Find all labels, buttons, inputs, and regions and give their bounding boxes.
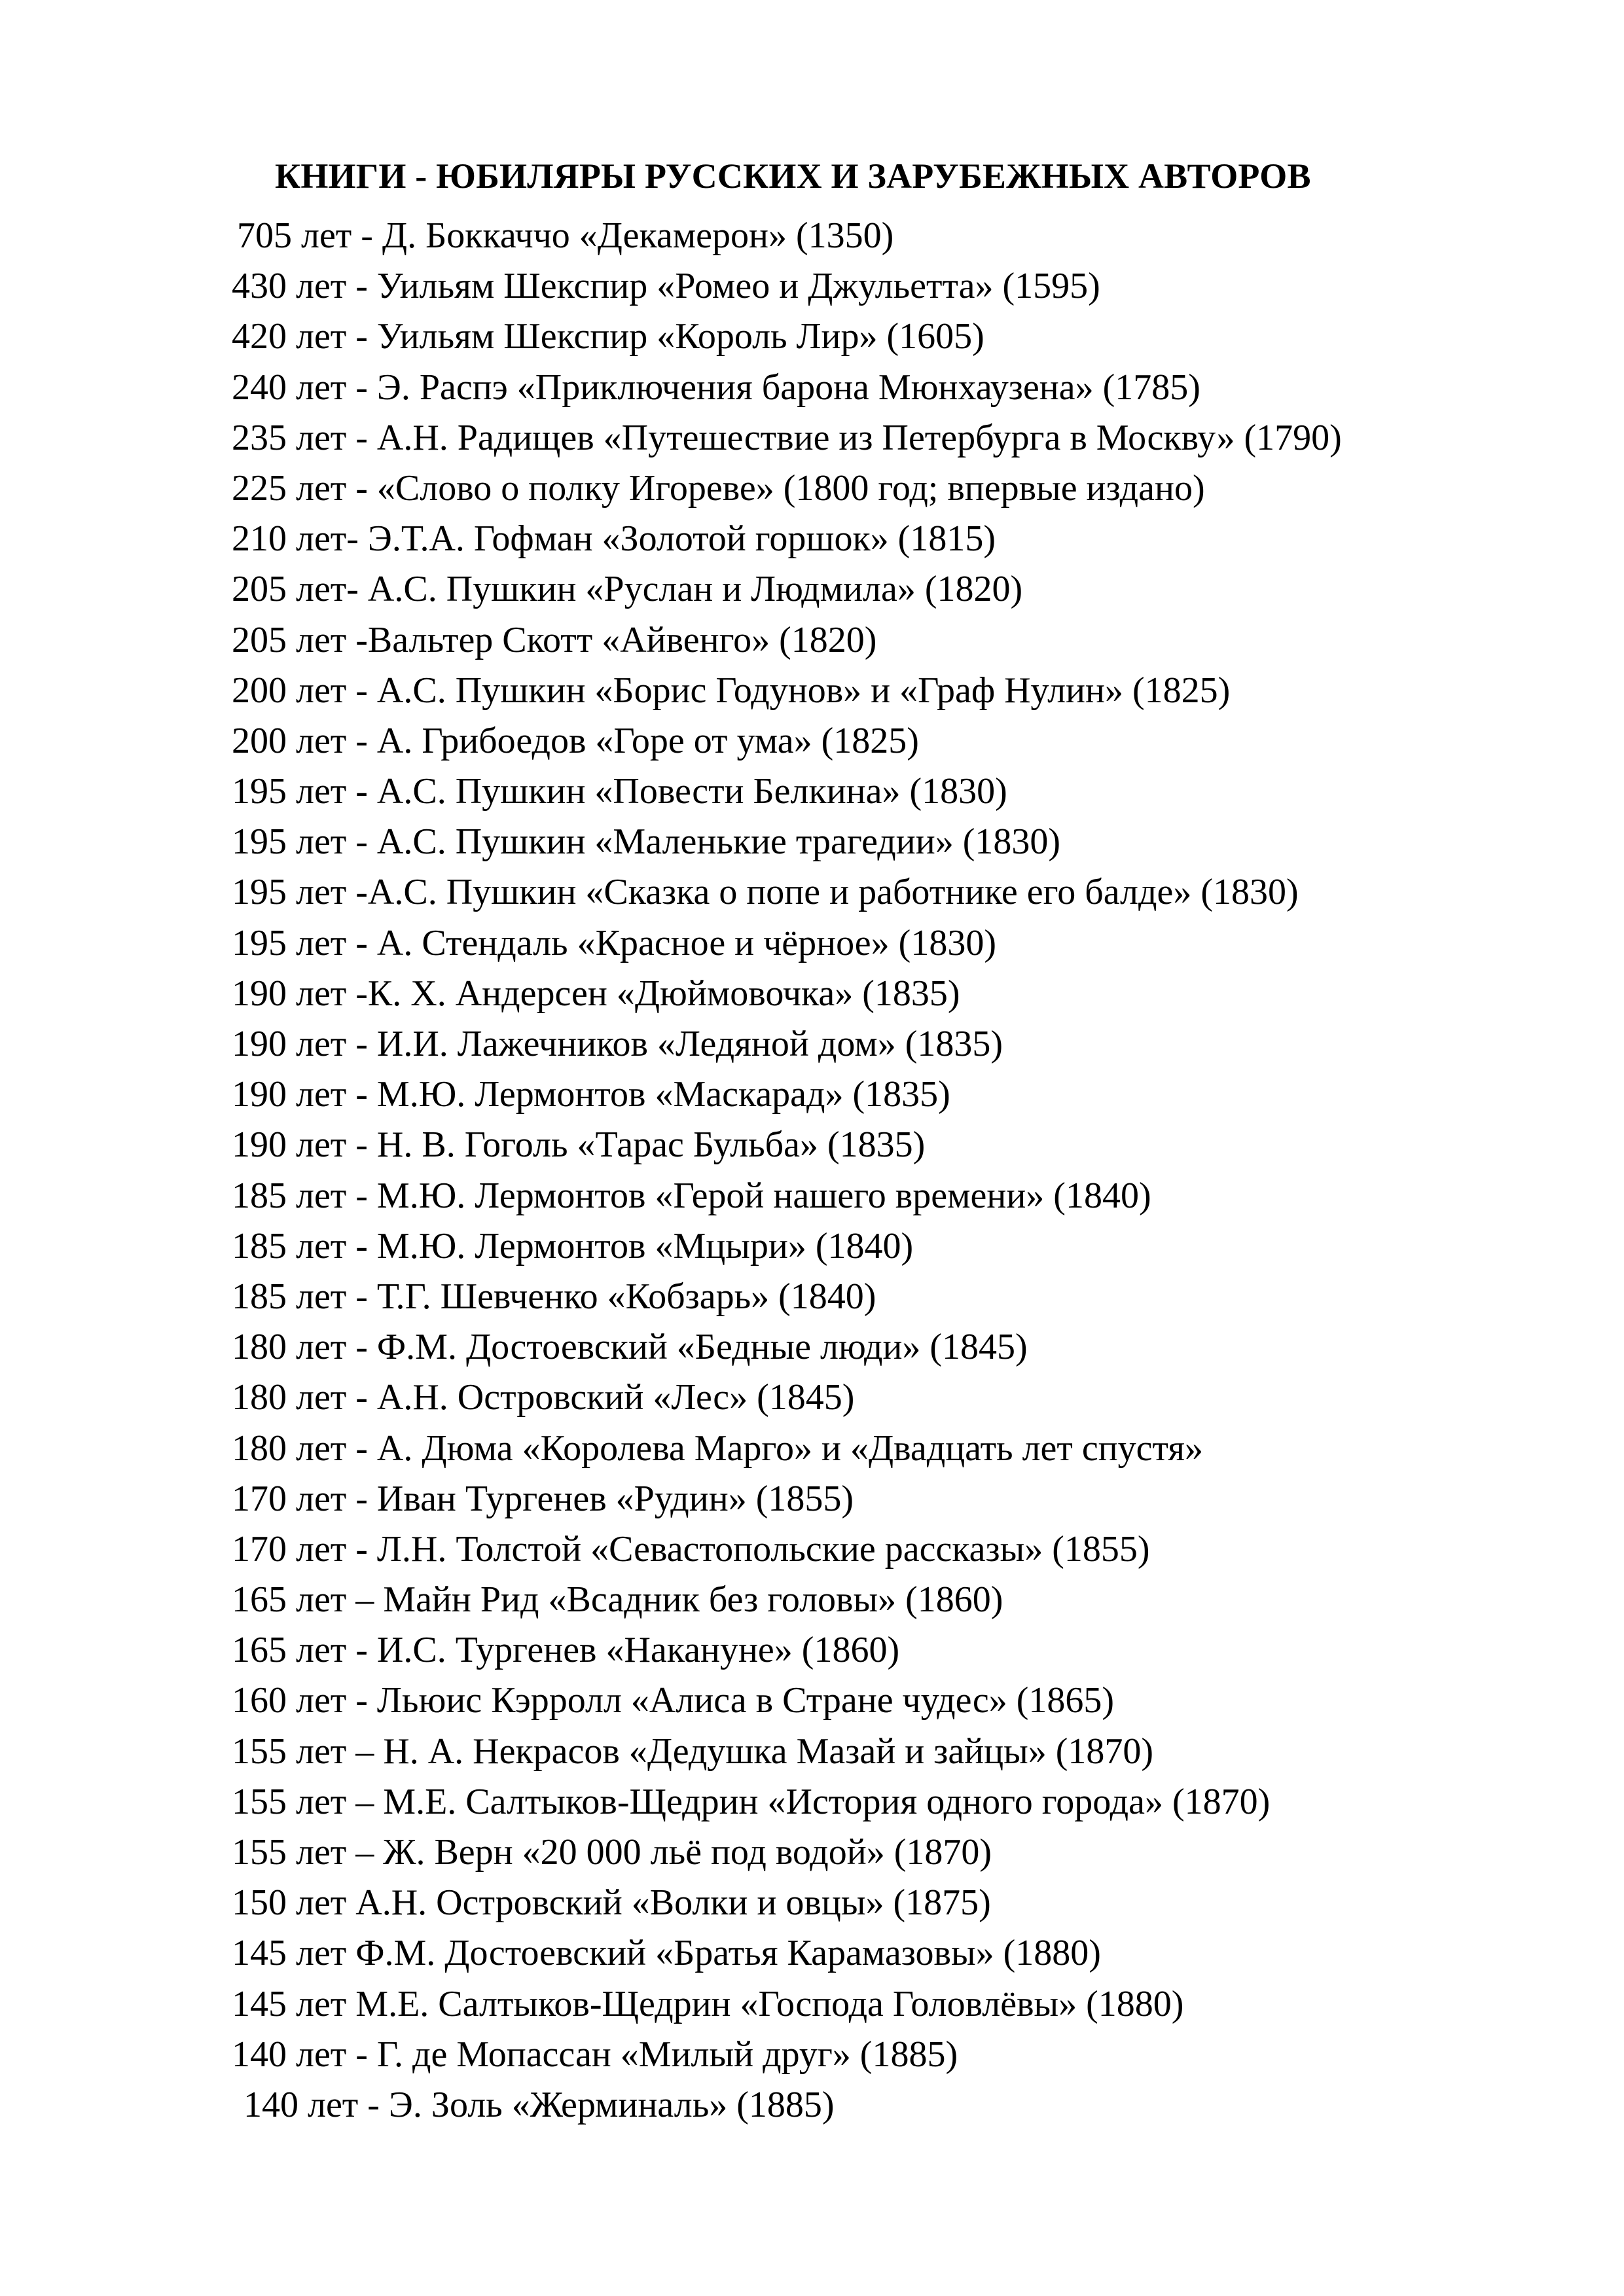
list-item: 190 лет - Н. В. Гоголь «Тарас Бульба» (1835) (232, 1124, 926, 1166)
list-item: 420 лет - Уильям Шекспир «Король Лир» (1605) (232, 316, 984, 357)
list-item: 180 лет - А.Н. Островский «Лес» (1845) (232, 1377, 855, 1418)
list-item: 165 лет - И.С. Тургенев «Накануне» (1860) (232, 1630, 900, 1671)
list-item: 235 лет - А.Н. Радищев «Путешествие из Петербурга в Москву» (1790) (232, 417, 1342, 458)
list-item: 185 лет - Т.Г. Шевченко «Кобзарь» (1840) (232, 1276, 876, 1317)
list-item: 140 лет - Э. Золь «Жерминаль» (1885) (244, 2084, 835, 2125)
list-item: 195 лет - А. Стендаль «Красное и чёрное» (1830) (232, 922, 996, 963)
list-item: 180 лет - А. Дюма «Королева Марго» и «Двадцать лет спустя» (232, 1427, 1204, 1469)
list-item: 145 лет Ф.М. Достоевский «Братья Карамазовы» (1880) (232, 1933, 1101, 1974)
list-item: 705 лет - Д. Боккаччо «Декамерон» (1350) (237, 215, 894, 256)
list-item: 190 лет - М.Ю. Лермонтов «Маскарад» (1835) (232, 1074, 950, 1115)
list-item: 185 лет - М.Ю. Лермонтов «Герой нашего времени» (1840) (232, 1175, 1151, 1216)
list-item: 145 лет М.Е. Салтыков-Щедрин «Господа Головлёвы» (1880) (232, 1983, 1184, 2024)
list-item: 160 лет - Льюис Кэрролл «Алиса в Стране чудес» (1865) (232, 1680, 1115, 1721)
list-item: 225 лет - «Слово о полку Игореве» (1800 год; впервые издано) (232, 467, 1205, 509)
list-item: 150 лет А.Н. Островский «Волки и овцы» (1875) (232, 1882, 991, 1924)
list-item: 210 лет- Э.Т.А. Гофман «Золотой горшок» (1815) (232, 518, 996, 560)
list-item: 155 лет – М.Е. Салтыков-Щедрин «История одного города» (1870) (232, 1781, 1271, 1822)
list-item: 195 лет - А.С. Пушкин «Повести Белкина» (1830) (232, 771, 1007, 812)
list-item: 190 лет -К. Х. Андерсен «Дюймовочка» (1835) (232, 973, 960, 1014)
list-item: 190 лет - И.И. Лажечников «Ледяной дом» (1835) (232, 1024, 1003, 1064)
list-item: 430 лет - Уильям Шекспир «Ромео и Джульетта» (1595) (232, 266, 1100, 307)
anniversary-book-list (232, 211, 1342, 2130)
list-item: 200 лет - А. Грибоедов «Горе от ума» (1825) (232, 720, 919, 761)
list-item: 195 лет -А.С. Пушкин «Сказка о попе и работнике его балде» (1830) (232, 872, 1299, 913)
list-item: 140 лет - Г. де Мопассан «Милый друг» (1885) (232, 2034, 958, 2075)
list-item: 165 лет – Майн Рид «Всадник без головы» (1860) (232, 1579, 1003, 1621)
list-item: 205 лет -Вальтер Скотт «Айвенго» (1820) (232, 619, 877, 660)
list-item: 170 лет - Иван Тургенев «Рудин» (1855) (232, 1478, 854, 1519)
list-item: 240 лет - Э. Распэ «Приключения барона Мюнхаузена» (1785) (232, 367, 1200, 408)
list-item: 180 лет - Ф.М. Достоевский «Бедные люди» (1845) (232, 1327, 1028, 1368)
list-item: 195 лет - А.С. Пушкин «Маленькие трагедии» (1830) (232, 821, 1060, 863)
document-title: КНИГИ - ЮБИЛЯРЫ РУССКИХ И ЗАРУБЕЖНЫХ АВТОРОВ (275, 156, 1311, 196)
list-item: 185 лет - М.Ю. Лермонтов «Мцыри» (1840) (232, 1225, 914, 1266)
list-item: 170 лет - Л.Н. Толстой «Севастопольские рассказы» (1855) (232, 1528, 1150, 1570)
list-item: 155 лет – Ж. Верн «20 000 льё под водой» (1870) (232, 1832, 992, 1873)
list-item: 200 лет - А.С. Пушкин «Борис Годунов» и «Граф Нулин» (1825) (232, 670, 1231, 711)
list-item: 155 лет – Н. А. Некрасов «Дедушка Мазай и зайцы» (1870) (232, 1731, 1154, 1772)
list-item: 205 лет- А.С. Пушкин «Руслан и Людмила» (1820) (232, 569, 1023, 610)
